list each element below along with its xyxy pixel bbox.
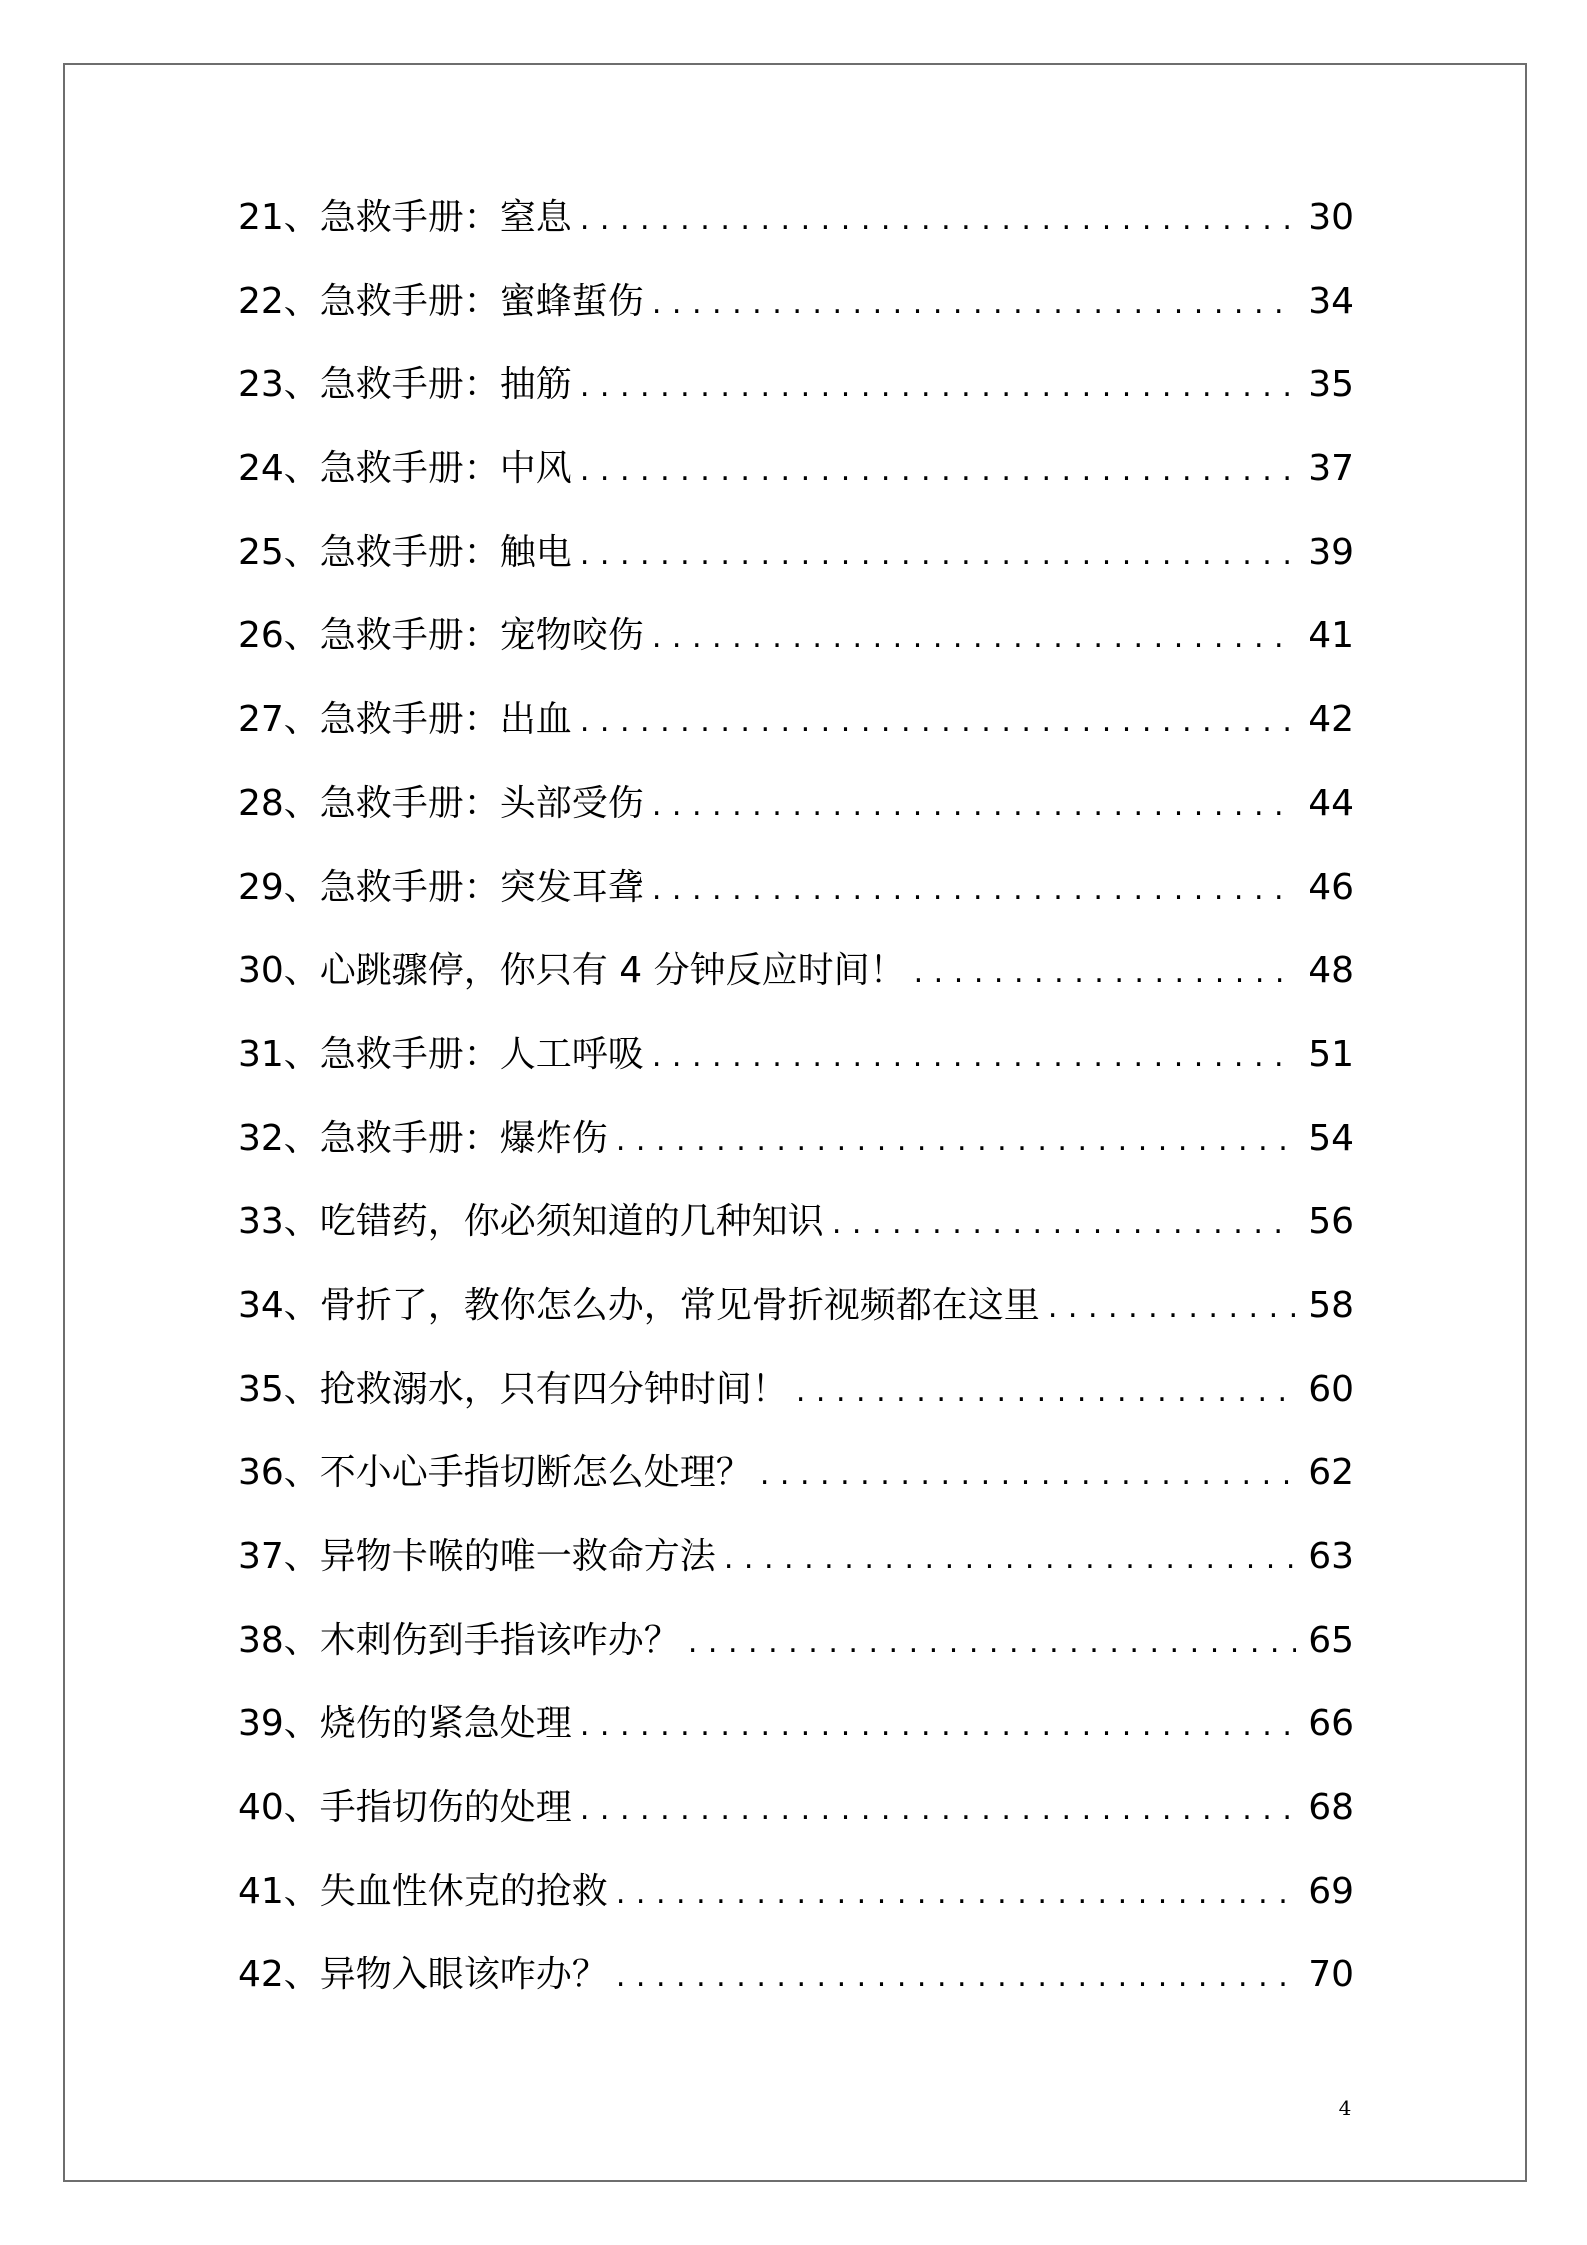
toc-entry-page-number: 58 [1308, 1284, 1354, 1326]
toc-dot-leader [616, 1123, 1296, 1159]
toc-entry[interactable] [238, 1368, 1354, 1456]
toc-entry-page-number: 42 [1308, 699, 1354, 741]
toc-dot-leader [616, 1876, 1296, 1912]
toc-entry-title: 29、急救手册：突发耳聋 [238, 866, 644, 908]
toc-dot-leader [652, 788, 1296, 824]
toc-dot-leader [796, 1374, 1296, 1410]
toc-entry-page-number: 41 [1308, 615, 1354, 657]
toc-entry-title: 25、急救手册：触电 [238, 531, 572, 573]
toc-entry-page-number: 51 [1308, 1033, 1354, 1075]
toc-entry[interactable] [238, 615, 1354, 702]
toc-dot-leader [580, 202, 1296, 238]
toc-entry[interactable] [238, 699, 1354, 786]
toc-entry-page-number: 37 [1308, 448, 1354, 490]
toc-entry-title: 32、急救手册：爆炸伤 [238, 1117, 608, 1159]
toc-entry-title: 42、异物入眼该咋办？ [238, 1954, 608, 1996]
toc-entry[interactable] [238, 448, 1354, 535]
toc-entry[interactable] [238, 364, 1354, 451]
toc-entry-title: 38、木刺伤到手指该咋办？ [238, 1619, 680, 1661]
toc-entry[interactable] [238, 531, 1354, 619]
toc-dot-leader [580, 1792, 1296, 1828]
toc-dot-leader [580, 704, 1296, 740]
toc-entry-page-number: 63 [1308, 1536, 1354, 1577]
toc-entry-page-number: 48 [1308, 950, 1354, 992]
toc-dot-leader [1048, 1290, 1296, 1326]
toc-entry[interactable] [238, 950, 1354, 1037]
toc-dot-leader [652, 620, 1296, 656]
toc-entry-title: 21、急救手册：窒息 [238, 197, 572, 238]
toc-dot-leader [580, 1708, 1296, 1744]
toc-entry-page-number: 30 [1308, 197, 1354, 238]
toc-entry-page-number: 35 [1308, 364, 1354, 406]
toc-entry-page-number: 56 [1308, 1201, 1354, 1243]
toc-entry-page-number: 34 [1308, 280, 1354, 322]
toc-entry-title: 37、异物卡喉的唯一救命方法 [238, 1536, 716, 1577]
toc-entry[interactable] [238, 1787, 1354, 1874]
toc-entry[interactable] [238, 1954, 1354, 2041]
toc-dot-leader [760, 1457, 1296, 1493]
toc-entry-title: 23、急救手册：抽筋 [238, 364, 572, 406]
toc-entry-title: 41、失血性休克的抢救 [238, 1870, 608, 1912]
toc-entry-page-number: 68 [1308, 1787, 1354, 1829]
toc-entry-page-number: 66 [1308, 1703, 1354, 1745]
toc-entry-page-number: 60 [1308, 1368, 1354, 1410]
toc-entry-page-number: 39 [1308, 531, 1354, 573]
toc-entry-title: 28、急救手册：头部受伤 [238, 782, 644, 824]
toc-dot-leader [652, 1039, 1296, 1075]
toc-entry-title: 31、急救手册：人工呼吸 [238, 1033, 644, 1075]
toc-entry[interactable] [238, 1033, 1354, 1121]
toc-entry-page-number: 62 [1308, 1452, 1354, 1494]
toc-entry[interactable] [238, 782, 1354, 870]
toc-entry[interactable] [238, 1536, 1354, 1623]
toc-entry-title: 24、急救手册：中风 [238, 448, 572, 490]
toc-dot-leader [580, 453, 1296, 489]
toc-entry-title: 26、急救手册：宠物咬伤 [238, 615, 644, 657]
toc-entry-page-number: 65 [1308, 1619, 1354, 1661]
toc-dot-leader [652, 872, 1296, 908]
toc-dot-leader [724, 1541, 1296, 1577]
toc-entry-page-number: 70 [1308, 1954, 1354, 1996]
toc-dot-leader [580, 537, 1296, 573]
toc-entry[interactable] [238, 280, 1354, 368]
toc-entry-page-number: 44 [1308, 782, 1354, 824]
toc-entry[interactable] [238, 866, 1354, 954]
toc-entry-title: 33、吃错药，你必须知道的几种知识 [238, 1201, 824, 1243]
toc-dot-leader [652, 286, 1296, 322]
toc-dot-leader [580, 369, 1296, 405]
toc-entry-page-number: 69 [1308, 1870, 1354, 1912]
toc-dot-leader [616, 1959, 1296, 1995]
table-of-contents [238, 197, 1354, 2041]
toc-entry[interactable] [238, 1703, 1354, 1790]
toc-entry-page-number: 54 [1308, 1117, 1354, 1159]
toc-entry[interactable] [238, 1284, 1354, 1372]
toc-entry-title: 36、不小心手指切断怎么处理？ [238, 1452, 752, 1494]
toc-entry-title: 34、骨折了，教你怎么办，常见骨折视频都在这里 [238, 1284, 1040, 1326]
toc-entry-title: 35、抢救溺水，只有四分钟时间！ [238, 1368, 788, 1410]
toc-entry-page-number: 46 [1308, 866, 1354, 908]
page-number: 4 [1338, 2096, 1352, 2120]
toc-entry[interactable] [238, 1870, 1354, 1958]
toc-entry-title: 39、烧伤的紧急处理 [238, 1703, 572, 1745]
toc-entry-title: 30、心跳骤停，你只有 4 分钟反应时间！ [238, 950, 906, 992]
toc-entry-title: 22、急救手册：蜜蜂蜇伤 [238, 280, 644, 322]
toc-entry[interactable] [238, 1452, 1354, 1539]
toc-entry[interactable] [238, 1619, 1354, 1707]
toc-entry[interactable] [238, 1201, 1354, 1288]
toc-dot-leader [688, 1625, 1296, 1661]
toc-dot-leader [914, 955, 1297, 991]
toc-dot-leader [832, 1206, 1296, 1242]
toc-entry-title: 40、手指切伤的处理 [238, 1787, 572, 1829]
toc-entry[interactable] [238, 197, 1354, 284]
toc-entry-title: 27、急救手册：出血 [238, 699, 572, 741]
toc-entry[interactable] [238, 1117, 1354, 1205]
